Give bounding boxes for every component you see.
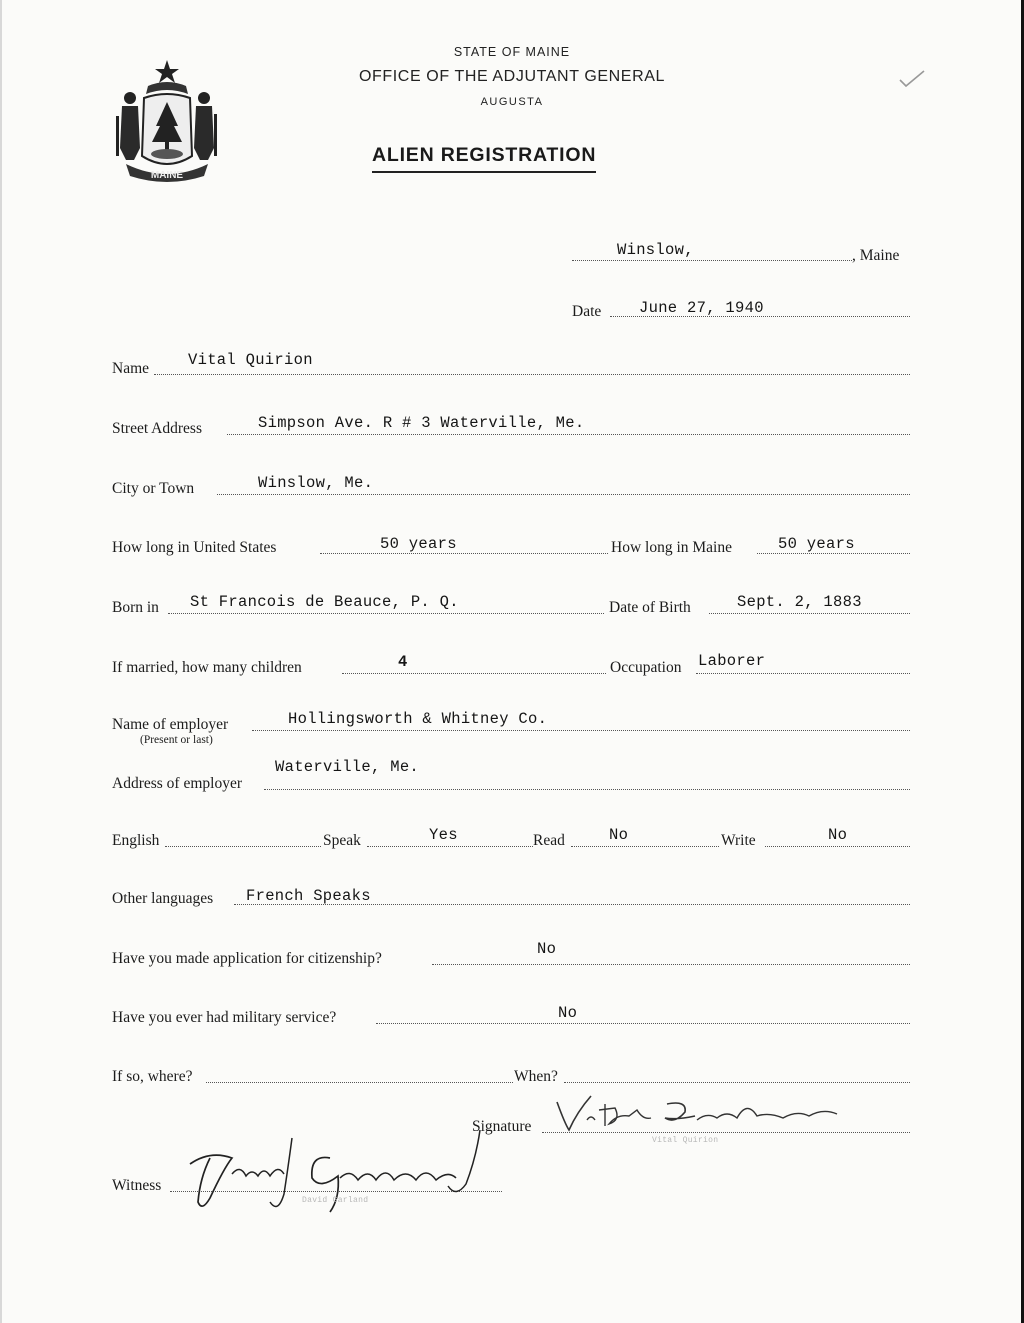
employer-value: Hollingsworth & Whitney Co. xyxy=(288,710,548,728)
us-years-dotted-line xyxy=(320,551,608,554)
speak-label: Speak xyxy=(323,832,361,849)
write-dotted-line xyxy=(765,844,910,847)
read-value: No xyxy=(609,826,629,844)
employer-dotted-line xyxy=(252,728,910,731)
city-town-label: City or Town xyxy=(112,480,195,497)
place-state-label: , Maine xyxy=(852,247,900,264)
born-in-label: Born in xyxy=(112,599,159,616)
occupation-label: Occupation xyxy=(610,659,682,676)
dob-value: Sept. 2, 1883 xyxy=(737,593,862,611)
name-value: Vital Quirion xyxy=(188,351,313,369)
military-dotted-line xyxy=(376,1021,910,1024)
place-dotted-line xyxy=(572,258,852,261)
when-label: When? xyxy=(514,1068,558,1085)
office-heading: OFFICE OF THE ADJUTANT GENERAL xyxy=(358,68,666,85)
english-dotted-line xyxy=(165,844,321,847)
city-town-dotted-line xyxy=(217,492,910,495)
citizenship-value: No xyxy=(537,940,557,958)
children-label: If married, how many children xyxy=(112,659,302,676)
employer-label: Name of employer xyxy=(112,716,229,733)
occupation-value: Laborer xyxy=(698,652,766,670)
maine-state-seal-icon xyxy=(108,56,226,184)
employer-address-dotted-line xyxy=(264,787,910,790)
place-town-value: Winslow, xyxy=(617,241,694,259)
us-years-value: 50 years xyxy=(380,535,457,553)
witness-label: Witness xyxy=(112,1177,162,1194)
children-dotted-line xyxy=(342,671,606,674)
when-dotted-line xyxy=(564,1080,910,1083)
citizenship-label: Have you made application for citizenship? xyxy=(112,950,382,967)
state-heading: STATE OF MAINE xyxy=(453,45,571,59)
signature-handwriting xyxy=(547,1090,857,1138)
write-value: No xyxy=(828,826,848,844)
date-value: June 27, 1940 xyxy=(639,299,764,317)
employer-sublabel: (Present or last) xyxy=(140,734,213,746)
children-value: 4 xyxy=(398,653,408,671)
born-in-value: St Francois de Beauce, P. Q. xyxy=(190,593,459,611)
military-value: No xyxy=(558,1004,578,1022)
read-dotted-line xyxy=(571,844,719,847)
city-heading: AUGUSTA xyxy=(480,96,544,108)
employer-address-value: Waterville, Me. xyxy=(275,758,420,776)
maine-years-value: 50 years xyxy=(778,535,855,553)
occupation-dotted-line xyxy=(696,671,910,674)
military-label: Have you ever had military service? xyxy=(112,1009,337,1026)
date-label: Date xyxy=(572,303,602,320)
street-address-dotted-line xyxy=(227,432,910,435)
dob-label: Date of Birth xyxy=(609,599,691,616)
citizenship-dotted-line xyxy=(432,962,910,965)
signature-label: Signature xyxy=(472,1118,532,1135)
form-title: ALIEN REGISTRATION xyxy=(372,144,596,173)
name-dotted-line xyxy=(154,372,910,375)
employer-address-label: Address of employer xyxy=(112,775,242,792)
born-in-dotted-line xyxy=(168,611,604,614)
speak-value: Yes xyxy=(429,826,458,844)
street-address-label: Street Address xyxy=(112,420,202,437)
write-label: Write xyxy=(721,832,756,849)
speak-dotted-line xyxy=(367,844,533,847)
where-dotted-line xyxy=(206,1080,513,1083)
where-label: If so, where? xyxy=(112,1068,193,1085)
english-label: English xyxy=(112,832,160,849)
name-label: Name xyxy=(112,360,150,377)
signature-name-text: Vital Quirion xyxy=(652,1136,719,1145)
other-languages-label: Other languages xyxy=(112,890,214,907)
us-years-label: How long in United States xyxy=(112,539,277,556)
city-town-value: Winslow, Me. xyxy=(258,474,374,492)
read-label: Read xyxy=(533,832,565,849)
maine-years-label: How long in Maine xyxy=(611,539,732,556)
seal-text: MAINE xyxy=(150,170,184,181)
street-address-value: Simpson Ave. R # 3 Waterville, Me. xyxy=(258,414,585,432)
check-mark-icon xyxy=(898,68,926,90)
witness-name-text: David Garland xyxy=(302,1196,369,1205)
other-languages-value: French Speaks xyxy=(246,887,371,905)
dob-dotted-line xyxy=(709,611,910,614)
